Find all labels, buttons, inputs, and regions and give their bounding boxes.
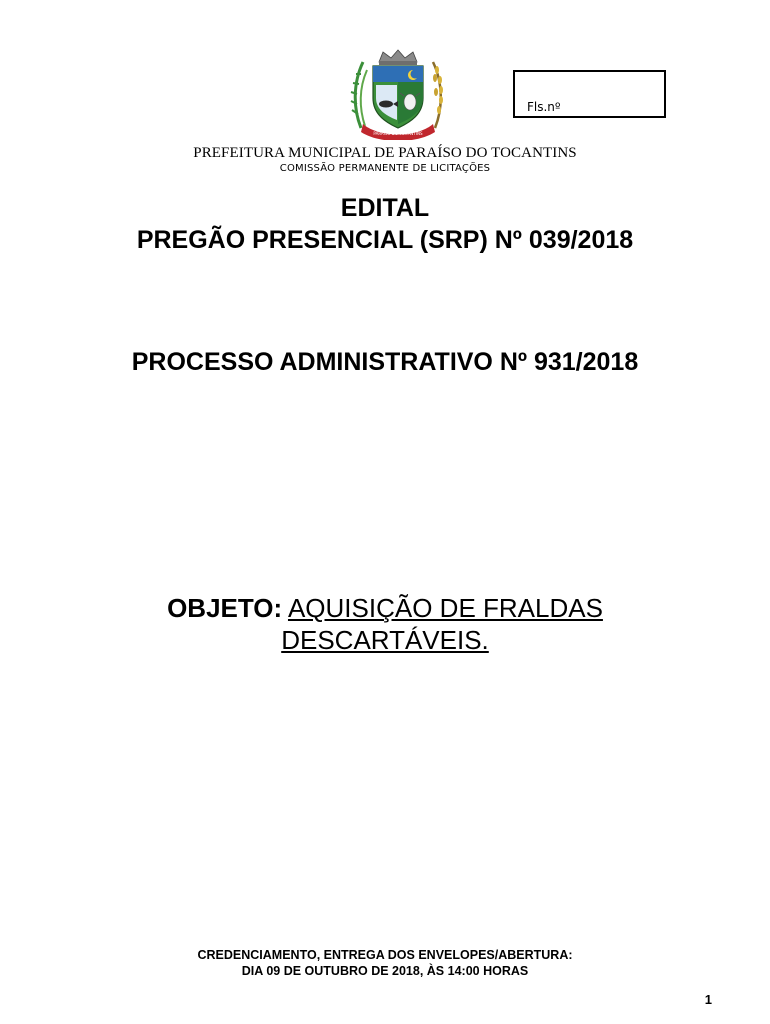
document-subtitle: PREGÃO PRESENCIAL (SRP) Nº 039/2018 bbox=[136, 226, 634, 254]
object-section bbox=[0, 592, 770, 656]
object-line-1 bbox=[0, 592, 770, 624]
object-value-line-1: AQUISIÇÃO DE FRALDAS bbox=[287, 593, 603, 623]
object-line-2 bbox=[0, 624, 770, 656]
credentialing-date: DIA 09 DE OUTUBRO DE 2018, ÀS 14:00 HORAS bbox=[241, 964, 529, 978]
wreath-right bbox=[433, 62, 443, 128]
municipal-coat-of-arms-icon bbox=[349, 48, 447, 140]
crest-ribbon-text: PARAÍSO DO TOCANTINS bbox=[373, 131, 423, 136]
object-value-line-2: DESCARTÁVEIS. bbox=[281, 625, 489, 655]
commission-name: COMISSÃO PERMANENTE DE LICITAÇÕES bbox=[279, 163, 491, 174]
page-number: 1 bbox=[704, 992, 712, 1007]
document-title: EDITAL bbox=[340, 194, 430, 222]
crest-crown bbox=[379, 50, 417, 65]
folio-number-box bbox=[513, 70, 666, 118]
administrative-process: PROCESSO ADMINISTRATIVO Nº 931/2018 bbox=[131, 348, 639, 376]
wreath-left bbox=[351, 62, 367, 128]
object-label: OBJETO: bbox=[167, 593, 283, 623]
municipality-name: PREFEITURA MUNICIPAL DE PARAÍSO DO TOCANTINS bbox=[193, 145, 577, 161]
credentialing-notice: CREDENCIAMENTO, ENTREGA DOS ENVELOPES/ABERTURA: bbox=[197, 948, 573, 962]
crest-shield bbox=[373, 66, 423, 128]
folio-number-label: Fls.nº bbox=[527, 100, 561, 114]
